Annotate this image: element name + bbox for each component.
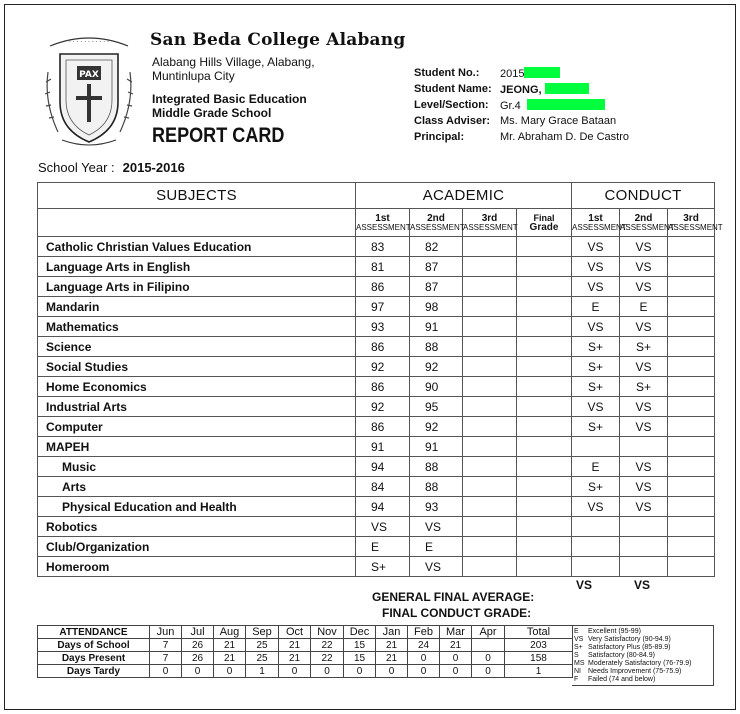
conduct-grade — [572, 437, 620, 457]
legend-item — [574, 628, 713, 636]
academic-grade: 97 — [356, 297, 410, 317]
academic-grade: E — [410, 537, 463, 557]
academic-grade: 84 — [356, 477, 410, 497]
legend-item — [574, 668, 713, 676]
conduct-grade: VS — [620, 357, 668, 377]
academic-grade: VS — [356, 517, 410, 537]
conduct-grade: VS — [620, 397, 668, 417]
academic-grade — [463, 357, 517, 377]
attendance-value: 21 — [376, 652, 408, 665]
attendance-value: 21 — [279, 652, 311, 665]
conduct-grade: VS — [572, 277, 620, 297]
conduct-grade: VS — [620, 417, 668, 437]
legend-item — [574, 660, 713, 668]
class-adviser-label: Class Adviser: — [414, 115, 491, 127]
conduct-grade — [620, 437, 668, 457]
subject-name: Club/Organization — [38, 537, 356, 557]
attendance-value: 0 — [279, 665, 311, 678]
grade-row — [38, 397, 715, 417]
academic-grade: VS — [410, 517, 463, 537]
col-sub: ASSESSMENT — [410, 222, 465, 232]
department-line-1: Integrated Basic Education — [152, 92, 307, 106]
attendance-value: 26 — [182, 639, 214, 652]
grade-row — [38, 497, 715, 517]
grades-table — [37, 182, 723, 577]
conduct-grade — [668, 297, 715, 317]
col-ordinal: 2nd — [427, 212, 445, 224]
col-ordinal: 1st — [375, 212, 390, 224]
conduct-grade — [668, 277, 715, 297]
academic-grade — [517, 497, 572, 517]
conduct-grade: VS — [620, 457, 668, 477]
subject-name: Robotics — [38, 517, 356, 537]
academic-grade — [517, 517, 572, 537]
subject-name: Industrial Arts — [38, 397, 356, 417]
address-line-1: Alabang Hills Village, Alabang, — [152, 55, 315, 69]
col-ordinal: 2nd — [634, 212, 653, 224]
attendance-row — [38, 665, 573, 678]
conduct-grade: VS — [572, 257, 620, 277]
academic-grade: VS — [410, 557, 463, 577]
academic-grade — [517, 357, 572, 377]
attendance-value: 22 — [311, 652, 344, 665]
student-name-label: Student Name: — [414, 83, 492, 95]
col-sub: ASSESSMENT — [620, 222, 675, 232]
grade-row — [38, 237, 715, 257]
address-line-2: Muntinlupa City — [152, 69, 235, 83]
attendance-value: 15 — [344, 639, 376, 652]
academic-grade — [517, 257, 572, 277]
month-header: Jan — [376, 626, 408, 639]
attendance-value: 0 — [182, 665, 214, 678]
conduct-grade — [668, 477, 715, 497]
academic-grade — [463, 537, 517, 557]
academic-grade — [517, 537, 572, 557]
academic-grade — [517, 437, 572, 457]
academic-grade: 86 — [356, 337, 410, 357]
legend-desc: Very Satisfactory (90-94.9) — [588, 636, 671, 643]
grade-row — [38, 317, 715, 337]
attendance-value: 15 — [344, 652, 376, 665]
attendance-row — [38, 639, 573, 652]
attendance-row-label: Days Tardy — [38, 665, 150, 678]
attendance-value: 25 — [246, 639, 279, 652]
conduct-grade: VS — [620, 477, 668, 497]
academic-grade: 93 — [410, 497, 463, 517]
academic-grade: 81 — [356, 257, 410, 277]
academic-grade: 87 — [410, 257, 463, 277]
legend-code: S — [574, 652, 579, 659]
attendance-row-label: Days Present — [38, 652, 150, 665]
academic-grade — [463, 517, 517, 537]
conduct-grade: VS — [572, 317, 620, 337]
month-header: Aug — [214, 626, 246, 639]
school-year-label: School Year : — [38, 160, 115, 175]
academic-grade — [517, 237, 572, 257]
academic-header: ACADEMIC — [356, 183, 572, 209]
month-header: Feb — [408, 626, 440, 639]
grade-row — [38, 517, 715, 537]
attendance-total: 158 — [505, 652, 573, 665]
conduct-col-header — [668, 209, 723, 237]
subject-name: Arts — [38, 477, 356, 497]
academic-grade — [463, 397, 517, 417]
conduct-grade — [572, 557, 620, 577]
grade-row — [38, 377, 715, 397]
month-header: Nov — [311, 626, 344, 639]
grade-row — [38, 357, 715, 377]
level-section-value — [500, 99, 605, 112]
subject-name: Computer — [38, 417, 356, 437]
academic-grade: S+ — [356, 557, 410, 577]
academic-grade — [463, 337, 517, 357]
month-header: Mar — [440, 626, 472, 639]
legend-desc: Satisfactory Plus (85-89.9) — [588, 644, 671, 651]
academic-col-header — [410, 209, 463, 237]
attendance-value: 24 — [408, 639, 440, 652]
attendance-value: 22 — [311, 639, 344, 652]
principal-value: Mr. Abraham D. De Castro — [500, 131, 629, 143]
attendance-rows — [38, 639, 573, 678]
conduct-grade: S+ — [620, 377, 668, 397]
attendance-value: 0 — [376, 665, 408, 678]
conduct-grade — [572, 517, 620, 537]
attendance-value: 21 — [440, 639, 472, 652]
grade-rows — [38, 237, 715, 577]
conduct-grade — [668, 437, 715, 457]
academic-grade: 88 — [410, 477, 463, 497]
academic-grade — [517, 457, 572, 477]
attendance-value: 25 — [246, 652, 279, 665]
conduct-grade: VS — [620, 497, 668, 517]
academic-grade: 91 — [410, 317, 463, 337]
general-final-average-label: GENERAL FINAL AVERAGE: — [372, 590, 535, 604]
col-sub: ASSESSMENT — [572, 222, 627, 232]
attendance-total: 203 — [505, 639, 573, 652]
subject-name: Homeroom — [38, 557, 356, 577]
month-header: Jul — [182, 626, 214, 639]
attendance-value: 0 — [440, 665, 472, 678]
academic-col-header — [356, 209, 410, 237]
conduct-grade: S+ — [572, 417, 620, 437]
legend-code: VS — [574, 636, 584, 643]
academic-grade: 92 — [410, 417, 463, 437]
academic-grade: 91 — [356, 437, 410, 457]
subject-name: Science — [38, 337, 356, 357]
legend-item — [574, 652, 713, 660]
svg-text:· · · · · · · · · · ·: · · · · · · · · · · · — [68, 39, 110, 46]
attendance-value: 7 — [150, 652, 182, 665]
col-sub: Grade — [529, 221, 559, 233]
conduct-grade — [668, 457, 715, 477]
conduct-grade — [620, 537, 668, 557]
conduct-grade: S+ — [620, 337, 668, 357]
school-year — [38, 160, 185, 175]
school-name: San Beda College Alabang — [150, 30, 406, 50]
conduct-grade — [668, 537, 715, 557]
academic-grade: 92 — [356, 397, 410, 417]
legend-item — [574, 644, 713, 652]
attendance-value: 0 — [214, 665, 246, 678]
academic-grade: 92 — [356, 357, 410, 377]
legend-desc: Failed (74 and below) — [588, 676, 656, 683]
attendance-value: 0 — [408, 652, 440, 665]
conduct-grade: S+ — [572, 477, 620, 497]
final-conduct-grade-label: FINAL CONDUCT GRADE: — [382, 606, 532, 620]
conduct-grade — [668, 377, 715, 397]
conduct-grade — [668, 557, 715, 577]
student-name-text: JEONG, — [500, 84, 542, 96]
academic-grade: 95 — [410, 397, 463, 417]
assessment-header-row — [38, 209, 715, 237]
report-card-title: REPORT CARD — [152, 124, 285, 147]
conduct-grade — [668, 417, 715, 437]
subject-name: Language Arts in Filipino — [38, 277, 356, 297]
subject-name: Social Studies — [38, 357, 356, 377]
grade-row — [38, 417, 715, 437]
conduct-grade — [668, 257, 715, 277]
principal-label: Principal: — [414, 131, 465, 143]
conduct-grade — [668, 517, 715, 537]
academic-grade: 86 — [356, 377, 410, 397]
attendance-table — [37, 625, 573, 678]
legend-item — [574, 676, 713, 684]
attendance-value: 0 — [472, 665, 505, 678]
conduct-grade — [668, 357, 715, 377]
academic-grade — [517, 397, 572, 417]
conduct-grade: E — [572, 297, 620, 317]
conduct-grade: E — [620, 297, 668, 317]
attendance-value — [472, 639, 505, 652]
attendance-total: 1 — [505, 665, 573, 678]
conduct-col-header — [620, 209, 675, 237]
conduct-grade: VS — [620, 317, 668, 337]
col-sub: ASSESSMENT — [356, 222, 411, 232]
grade-row — [38, 277, 715, 297]
conduct-grade: VS — [620, 277, 668, 297]
final-conduct-2nd: VS — [634, 578, 651, 592]
grade-row — [38, 437, 715, 457]
student-number-label: Student No.: — [414, 67, 480, 79]
academic-grade — [463, 477, 517, 497]
month-header: Dec — [344, 626, 376, 639]
attendance-value: 0 — [440, 652, 472, 665]
month-header: Oct — [279, 626, 311, 639]
conduct-grade: VS — [620, 257, 668, 277]
conduct-grade: VS — [572, 237, 620, 257]
subject-name: Mathematics — [38, 317, 356, 337]
conduct-grade — [668, 337, 715, 357]
academic-grade: 98 — [410, 297, 463, 317]
attendance-value: 1 — [246, 665, 279, 678]
attendance-value: 7 — [150, 639, 182, 652]
conduct-header: CONDUCT — [572, 183, 715, 209]
academic-grade: 91 — [410, 437, 463, 457]
student-name-value — [500, 83, 589, 96]
academic-grade — [517, 417, 572, 437]
academic-grade: 86 — [356, 417, 410, 437]
redaction-block — [545, 83, 589, 94]
conduct-col-header — [572, 209, 627, 237]
legend-code: S+ — [574, 644, 583, 651]
rating-legend — [572, 625, 714, 686]
academic-grade: E — [356, 537, 410, 557]
col-sub: ASSESSMENT — [463, 222, 518, 232]
attendance-value: 0 — [408, 665, 440, 678]
attendance-value: 0 — [150, 665, 182, 678]
academic-grade: 87 — [410, 277, 463, 297]
conduct-grade: E — [572, 457, 620, 477]
academic-col-header — [463, 209, 517, 237]
grade-row — [38, 477, 715, 497]
conduct-grade — [668, 497, 715, 517]
total-header: Total — [505, 626, 573, 639]
academic-grade — [463, 317, 517, 337]
seal-motto: PAX — [79, 70, 99, 80]
subjects-subheader-blank — [38, 209, 356, 237]
conduct-grade: VS — [620, 237, 668, 257]
grade-row — [38, 537, 715, 557]
redaction-block — [524, 67, 560, 78]
academic-grade — [463, 457, 517, 477]
academic-grade — [517, 297, 572, 317]
legend-item — [574, 636, 713, 644]
academic-grade — [463, 237, 517, 257]
attendance-value: 21 — [279, 639, 311, 652]
grade-row — [38, 557, 715, 577]
subject-name: Physical Education and Health — [38, 497, 356, 517]
conduct-grade: S+ — [572, 337, 620, 357]
conduct-grade — [620, 517, 668, 537]
academic-grade: 93 — [356, 317, 410, 337]
level-section-label: Level/Section: — [414, 99, 489, 111]
subject-name: MAPEH — [38, 437, 356, 457]
month-header: Apr — [472, 626, 505, 639]
school-seal-icon — [40, 32, 138, 150]
academic-grade: 86 — [356, 277, 410, 297]
academic-grade — [517, 277, 572, 297]
col-ordinal: Final — [533, 212, 555, 223]
conduct-grade: S+ — [572, 377, 620, 397]
col-ordinal: 1st — [588, 212, 603, 224]
subject-name: Language Arts in English — [38, 257, 356, 277]
academic-col-header — [517, 209, 572, 237]
academic-grade: 94 — [356, 497, 410, 517]
final-conduct-1st: VS — [576, 578, 593, 592]
attendance-value: 21 — [214, 639, 246, 652]
attendance-value: 21 — [214, 652, 246, 665]
redaction-block — [527, 99, 605, 110]
academic-grade — [463, 377, 517, 397]
academic-grade — [463, 497, 517, 517]
academic-grade: 82 — [410, 237, 463, 257]
attendance-value: 21 — [376, 639, 408, 652]
grade-row — [38, 337, 715, 357]
conduct-grade: VS — [572, 397, 620, 417]
conduct-grade — [572, 537, 620, 557]
legend-desc: Satisfactory (80-84.9) — [588, 652, 655, 659]
conduct-grade: S+ — [572, 357, 620, 377]
school-year-value: 2015-2016 — [122, 160, 185, 175]
conduct-grade — [620, 557, 668, 577]
conduct-grade: VS — [572, 497, 620, 517]
legend-code: E — [574, 628, 579, 635]
conduct-grade — [668, 317, 715, 337]
conduct-grade — [668, 397, 715, 417]
grade-row — [38, 257, 715, 277]
academic-grade — [517, 377, 572, 397]
attendance-title: ATTENDANCE — [38, 626, 150, 639]
legend-desc: Moderately Satisfactory (76-79.9) — [588, 660, 692, 667]
academic-grade — [517, 317, 572, 337]
academic-grade — [463, 557, 517, 577]
legend-desc: Needs Improvement (75-75.9) — [588, 668, 682, 675]
attendance-value: 0 — [472, 652, 505, 665]
attendance-row — [38, 652, 573, 665]
academic-grade: 83 — [356, 237, 410, 257]
attendance-value: 26 — [182, 652, 214, 665]
legend-code: MS — [574, 660, 585, 667]
col-sub: ASSESSMENT — [668, 222, 723, 232]
academic-grade: 90 — [410, 377, 463, 397]
legend-code: NI — [574, 668, 581, 675]
month-header: Jun — [150, 626, 182, 639]
month-header: Sep — [246, 626, 279, 639]
grade-row — [38, 297, 715, 317]
academic-grade: 92 — [410, 357, 463, 377]
attendance-row-label: Days of School — [38, 639, 150, 652]
conduct-grade — [668, 237, 715, 257]
subject-name: Catholic Christian Values Education — [38, 237, 356, 257]
grade-row — [38, 457, 715, 477]
academic-grade — [463, 417, 517, 437]
academic-grade — [517, 557, 572, 577]
academic-grade: 88 — [410, 457, 463, 477]
student-number-text: 2015 — [500, 68, 525, 80]
col-ordinal: 3rd — [683, 212, 699, 224]
department-line-2: Middle Grade School — [152, 106, 272, 120]
academic-grade — [463, 277, 517, 297]
student-number-value — [500, 67, 560, 80]
legend-desc: Excellent (95-99) — [588, 628, 641, 635]
level-section-text: Gr.4 — [500, 100, 521, 112]
subject-name: Mandarin — [38, 297, 356, 317]
academic-grade — [463, 437, 517, 457]
subject-name: Home Economics — [38, 377, 356, 397]
attendance-value: 0 — [311, 665, 344, 678]
attendance-header-row — [38, 626, 573, 639]
academic-grade: 94 — [356, 457, 410, 477]
academic-grade — [517, 477, 572, 497]
subjects-header: SUBJECTS — [38, 183, 356, 209]
class-adviser-value: Ms. Mary Grace Bataan — [500, 115, 617, 127]
academic-grade — [463, 297, 517, 317]
attendance-value: 0 — [344, 665, 376, 678]
academic-grade — [517, 337, 572, 357]
subject-name: Music — [38, 457, 356, 477]
legend-code: F — [574, 676, 579, 683]
academic-grade — [463, 257, 517, 277]
academic-grade: 88 — [410, 337, 463, 357]
col-ordinal: 3rd — [481, 212, 498, 224]
